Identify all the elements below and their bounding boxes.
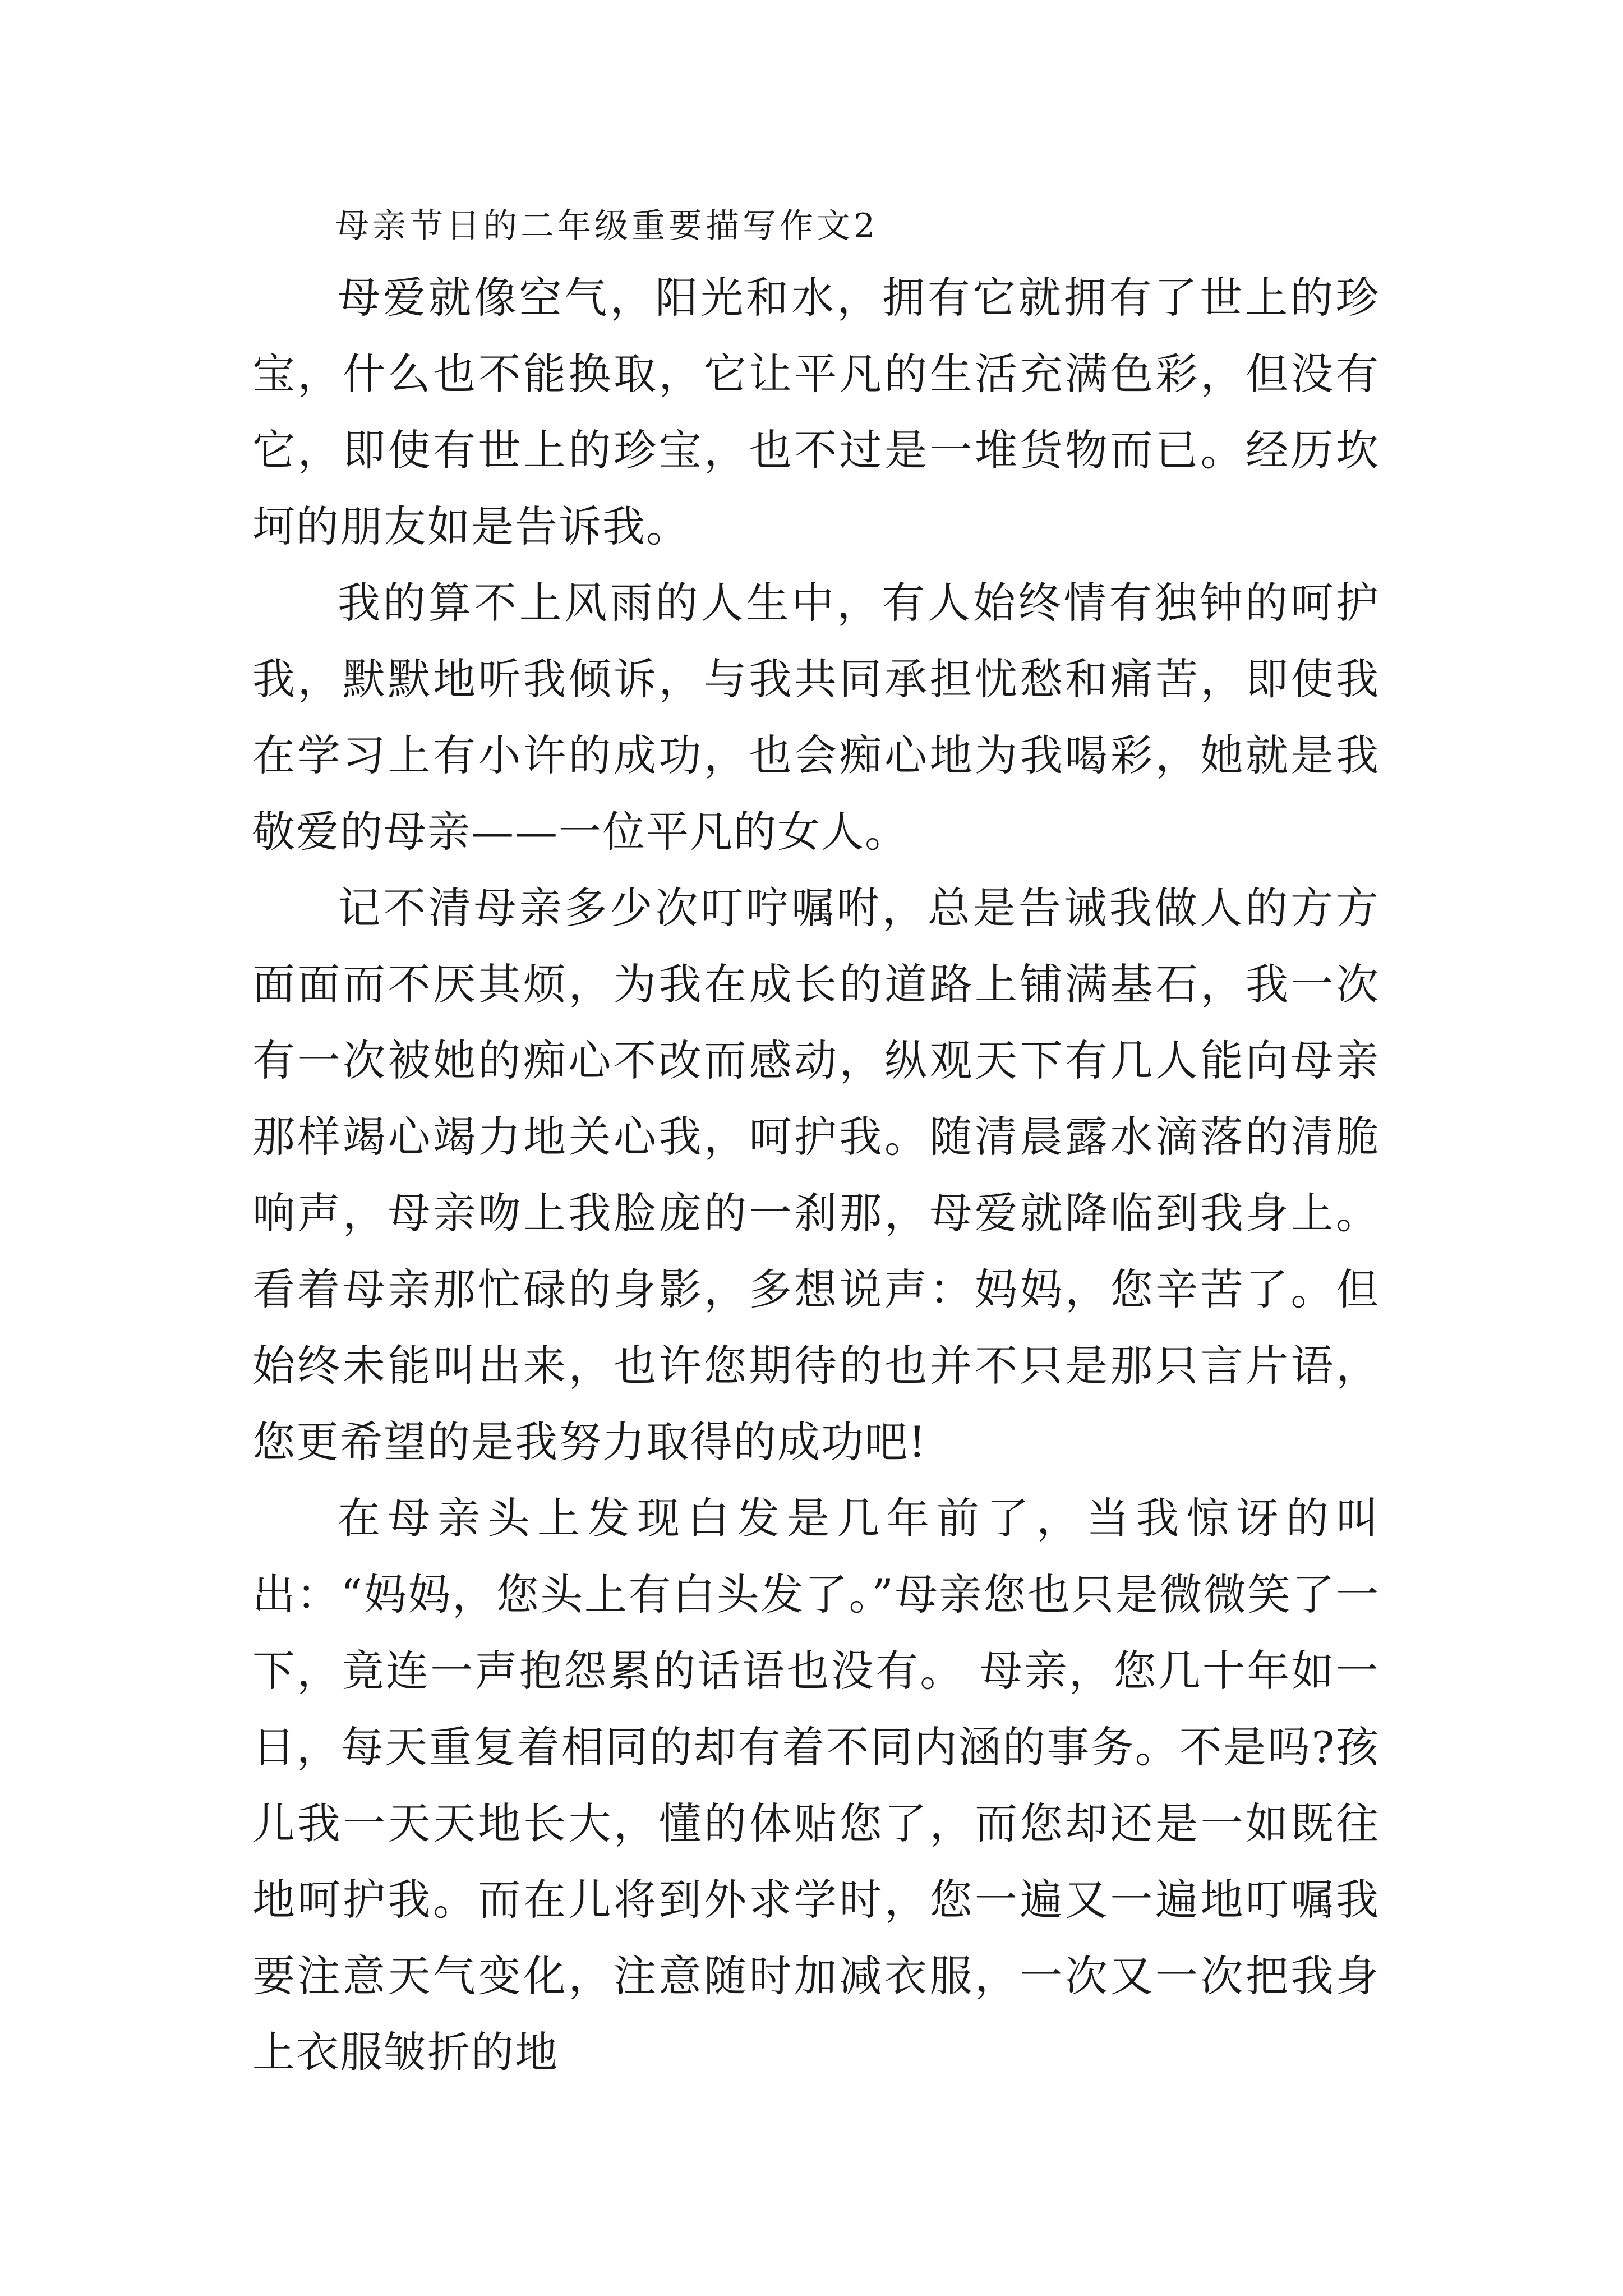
paragraph-1: 母爱就像空气，阳光和水，拥有它就拥有了世上的珍宝，什么也不能换取，它让平凡的生活充满色彩，但没有它，即使有世上的珍宝，也不过是一堆货物而已。经历坎坷的朋友如是告诉我。 (252, 273, 1380, 551)
paragraph-3: 记不清母亲多少次叮咛嘱咐，总是告诫我做人的方方面面而不厌其烦，为我在成长的道路上铺满基石，我一次有一次被她的痴心不改而感动，纵观天下有几人能向母亲那样竭心竭力地关心我，呵护我。随清晨露水滴落的清脆响声，母亲吻上我脸庞的一刹那，母爱就降临到我身上。看着母亲那忙碌的身影，多想说声：妈妈，您辛苦了。但始终未能叫出来，也许您期待的也并不只是那只言片语，您更希望的是我努力取得的成功吧! (252, 883, 1380, 1467)
paragraph-2: 我的算不上风雨的人生中，有人始终情有独钟的呵护我，默默地听我倾诉，与我共同承担忧愁和痛苦，即使我在学习上有小许的成功，也会痴心地为我喝彩，她就是我敬爱的母亲——一位平凡的女人。 (252, 578, 1380, 857)
document-title: 母亲节日的二年级重要描写作文2 (335, 206, 879, 246)
document-body (252, 199, 1380, 2091)
paragraph-4: 在母亲头上发现白发是几年前了，当我惊讶的叫出：“妈妈，您头上有白头发了。”母亲您也只是微微笑了一下，竟连一声抱怨累的话语也没有。 母亲，您几十年如一日，每天重复着相同的却有着不同内涵的事务。不是吗?孩儿我一天天地长大，懂的体贴您了，而您却还是一如既往地呵护我。而在儿将到外求学时，您一遍又一遍地叮嘱我要注意天气变化，注意随时加减衣服，一次又一次把我身上衣服皱折的地 (252, 1493, 1380, 2077)
